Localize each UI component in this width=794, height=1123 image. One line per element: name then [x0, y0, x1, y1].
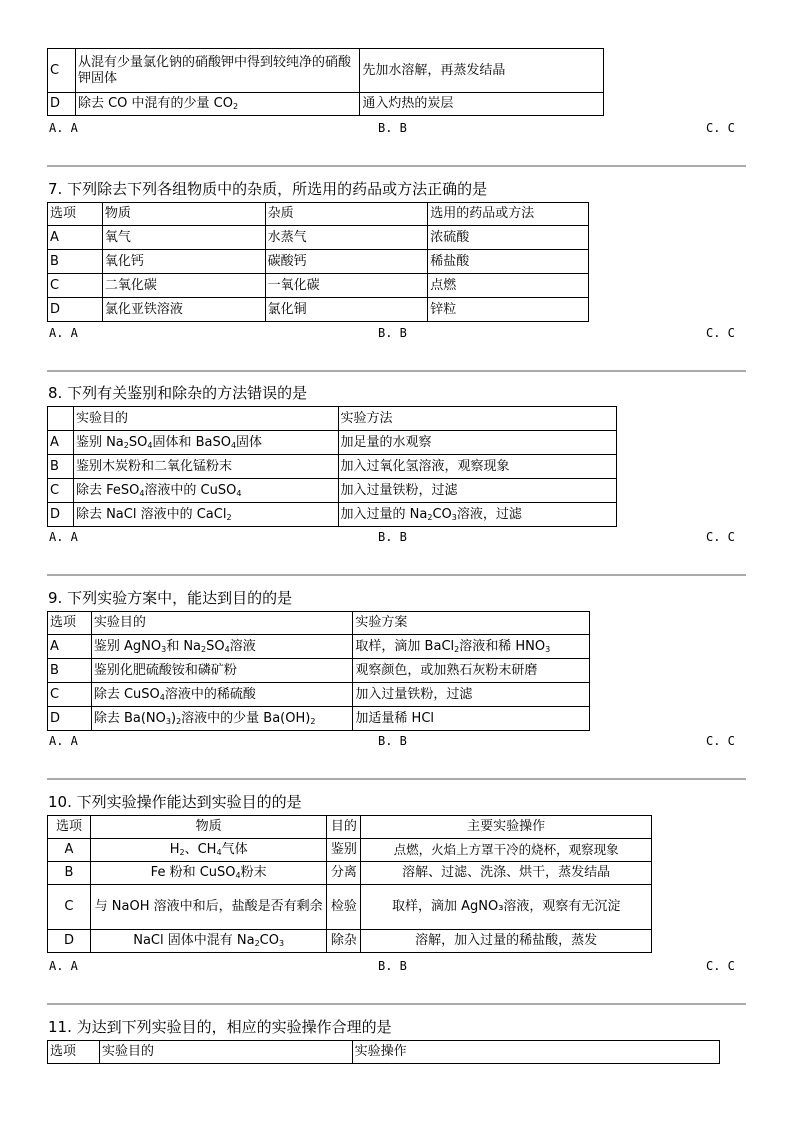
cell: 氯化铜	[265, 298, 428, 322]
header-cell: 选项	[48, 1041, 100, 1064]
cell: A	[48, 226, 103, 250]
row-key: B	[48, 659, 92, 683]
header-cell: 杂质	[265, 203, 428, 226]
table-row	[48, 49, 604, 93]
row-method: 取样，滴加 BaCl$_2$溶液和稀 $HNO_3$	[353, 635, 590, 659]
row-key: C	[48, 683, 92, 707]
cell: 浓硫酸	[428, 226, 589, 250]
row-key: A	[48, 431, 74, 455]
option-b[interactable]: B. B	[378, 326, 407, 340]
row-method: 通入灼热的炭层	[360, 93, 604, 116]
row-method: 加入过量铁粉，过滤	[353, 683, 590, 707]
row-operation: 溶解，加入过量的稀盐酸，蒸发	[361, 930, 652, 953]
row-substance: NaCl 固体中混有 $Na_2CO_3$	[90, 930, 326, 953]
row-purpose: 鉴别 AgNO$_3$和 $Na_2SO_4$溶液	[91, 635, 353, 659]
table-row	[48, 862, 652, 885]
row-key: D	[48, 93, 76, 116]
row-operation: 点燃，火焰上方罩干冷的烧杯，观察现象	[361, 839, 652, 862]
question-divider	[47, 574, 746, 576]
header-cell: 实验目的	[91, 612, 353, 635]
table-row	[48, 298, 589, 322]
row-key: D	[48, 930, 91, 953]
cell: 点燃	[428, 274, 589, 298]
header-cell: 选用的药品或方法	[428, 203, 589, 226]
row-key: B	[48, 862, 91, 885]
table-row	[48, 250, 589, 274]
table-row	[48, 930, 652, 953]
option-a[interactable]: A. A	[49, 121, 78, 135]
table-row	[48, 226, 589, 250]
cell: 水蒸气	[265, 226, 428, 250]
question-divider	[47, 165, 746, 167]
q6-table	[47, 48, 604, 116]
header-cell: 主要实验操作	[361, 816, 652, 839]
question-title: 7. 下列除去下列各组物质中的杂质，所选用的药品或方法正确的是	[48, 180, 488, 198]
row-operation: 取样，滴加 AgNO₃溶液，观察有无沉淀	[361, 885, 652, 930]
table-header-row	[48, 612, 590, 635]
option-c[interactable]: C. C	[706, 959, 735, 973]
row-key: D	[48, 707, 92, 731]
table-row	[48, 431, 617, 455]
header-cell: 实验目的	[73, 407, 338, 431]
row-purpose: 鉴别木炭粉和二氧化锰粉末	[73, 455, 338, 479]
header-cell: 实验方法	[338, 407, 616, 431]
row-goal: 分离	[327, 862, 361, 885]
header-cell: 实验目的	[99, 1041, 352, 1064]
row-purpose: 鉴别 $Na_2SO_4$固体和 BaSO$_4$固体	[73, 431, 338, 455]
row-goal: 鉴别	[327, 839, 361, 862]
option-b[interactable]: B. B	[378, 734, 407, 748]
option-c[interactable]: C. C	[706, 326, 735, 340]
question-title: 11. 为达到下列实验目的，相应的实验操作合理的是	[48, 1018, 392, 1036]
option-a[interactable]: A. A	[49, 959, 78, 973]
row-substance: Fe 粉和 CuSO$_4$粉末	[90, 862, 326, 885]
table-row	[48, 479, 617, 503]
row-method: 先加水溶解，再蒸发结晶	[360, 49, 604, 93]
option-a[interactable]: A. A	[49, 734, 78, 748]
table-header-row	[48, 1041, 720, 1064]
row-goal: 检验	[327, 885, 361, 930]
header-cell: 实验方案	[353, 612, 590, 635]
q8-table	[47, 406, 617, 527]
row-purpose: 除去 $Ba(NO_3)_2$溶液中的少量 $Ba(OH)_2$	[91, 707, 353, 731]
header-cell: 选项	[48, 203, 103, 226]
header-cell: 物质	[102, 203, 265, 226]
question-divider	[47, 778, 746, 780]
row-substance: $H_2$、$CH_4$气体	[90, 839, 326, 862]
row-key: C	[48, 885, 91, 930]
table-header-row	[48, 816, 652, 839]
q7-table	[47, 202, 589, 322]
row-substance: 与 NaOH 溶液中和后，盐酸是否有剩余	[90, 885, 326, 930]
cell: 碳酸钙	[265, 250, 428, 274]
q11-table	[47, 1040, 720, 1064]
cell: 氧化钙	[102, 250, 265, 274]
table-row	[48, 839, 652, 862]
table-row	[48, 683, 590, 707]
table-row	[48, 635, 590, 659]
table-row	[48, 707, 590, 731]
question-title: 8. 下列有关鉴别和除杂的方法错误的是	[48, 384, 308, 402]
row-purpose: 除去 NaCl 溶液中的 CaCl$_2$	[73, 503, 338, 527]
header-cell: 实验操作	[352, 1041, 719, 1064]
cell: 一氧化碳	[265, 274, 428, 298]
question-title: 10. 下列实验操作能达到实验目的的是	[48, 793, 302, 811]
option-c[interactable]: C. C	[706, 121, 735, 135]
table-row	[48, 274, 589, 298]
option-c[interactable]: C. C	[706, 734, 735, 748]
option-c[interactable]: C. C	[706, 530, 735, 544]
option-a[interactable]: A. A	[49, 530, 78, 544]
cell: C	[48, 274, 103, 298]
option-b[interactable]: B. B	[378, 959, 407, 973]
option-b[interactable]: B. B	[378, 530, 407, 544]
option-b[interactable]: B. B	[378, 121, 407, 135]
cell: 氯化亚铁溶液	[102, 298, 265, 322]
q10-table	[47, 815, 652, 953]
table-row	[48, 455, 617, 479]
row-operation: 溶解、过滤、洗涤、烘干，蒸发结晶	[361, 862, 652, 885]
row-method: 加足量的水观察	[338, 431, 616, 455]
table-row	[48, 503, 617, 527]
row-method: 加入过量的 $Na_2CO_3$溶液，过滤	[338, 503, 616, 527]
cell: D	[48, 298, 103, 322]
row-method: 观察颜色，或加熟石灰粉末研磨	[353, 659, 590, 683]
row-purpose: 鉴别化肥硫酸铵和磷矿粉	[91, 659, 353, 683]
cell: 二氧化碳	[102, 274, 265, 298]
header-cell: 目的	[327, 816, 361, 839]
row-method: 加入过量铁粉，过滤	[338, 479, 616, 503]
table-row	[48, 885, 652, 930]
cell: 稀盐酸	[428, 250, 589, 274]
row-purpose: 从混有少量氯化钠的硝酸钾中得到较纯净的硝酸钾固体	[75, 49, 359, 93]
row-purpose: 除去 CuSO$_4$溶液中的稀硫酸	[91, 683, 353, 707]
row-key: D	[48, 503, 74, 527]
row-purpose: 除去 CO 中混有的少量 $CO_2$	[75, 93, 359, 116]
cell: 锌粒	[428, 298, 589, 322]
option-a[interactable]: A. A	[49, 326, 78, 340]
question-title: 9. 下列实验方案中，能达到目的的是	[48, 589, 293, 607]
table-header-row	[48, 407, 617, 431]
cell: 氧气	[102, 226, 265, 250]
question-divider	[47, 370, 746, 372]
header-cell	[48, 407, 74, 431]
row-method: 加适量稀 HCl	[353, 707, 590, 731]
row-method: 加入过氧化氢溶液，观察现象	[338, 455, 616, 479]
cell: B	[48, 250, 103, 274]
row-key: A	[48, 839, 91, 862]
table-row	[48, 93, 604, 116]
row-key: C	[48, 49, 76, 93]
row-key: C	[48, 479, 74, 503]
row-key: B	[48, 455, 74, 479]
q9-table	[47, 611, 590, 731]
row-goal: 除杂	[327, 930, 361, 953]
row-purpose: 除去 FeSO$_4$溶液中的 CuSO$_4$	[73, 479, 338, 503]
table-row	[48, 659, 590, 683]
header-cell: 物质	[90, 816, 326, 839]
table-header-row	[48, 203, 589, 226]
row-key: A	[48, 635, 92, 659]
question-divider	[47, 1003, 746, 1005]
header-cell: 选项	[48, 816, 91, 839]
header-cell: 选项	[48, 612, 92, 635]
